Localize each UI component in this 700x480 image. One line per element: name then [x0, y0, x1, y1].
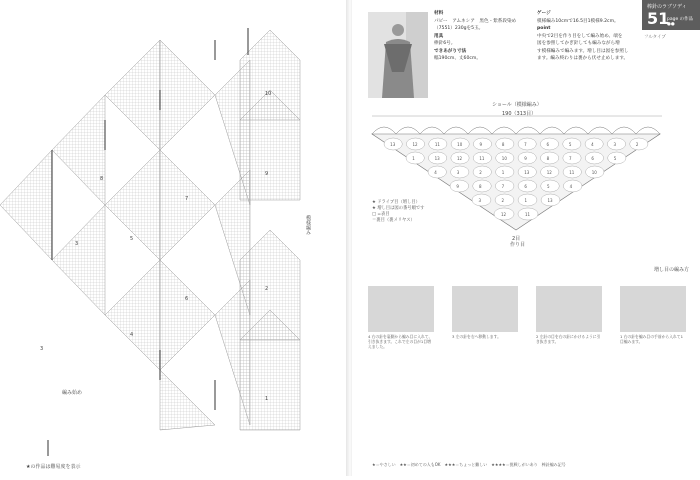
page-header-badge [642, 0, 700, 30]
chart-cell-number: 7 [569, 156, 572, 161]
svg-text:2: 2 [265, 286, 269, 292]
point-line-3: す模様編みで編みます。増し目は図を参照し [537, 48, 629, 54]
materials-block [434, 10, 524, 63]
legend-1: ★ ドライブ目（増し目） [372, 200, 420, 205]
svg-text:1: 1 [265, 396, 269, 402]
chart-cell [585, 138, 603, 150]
chart-cell-number: 9 [524, 156, 527, 161]
chart-cell-number: 13 [390, 142, 396, 147]
chart-cell [472, 194, 491, 206]
chart-cell-number: 13 [547, 198, 553, 203]
chart-cell [518, 138, 536, 150]
chart-cell-number: 1 [412, 156, 415, 161]
gauge-block [537, 10, 632, 63]
chart-cell-number: 2 [635, 142, 639, 147]
chart-cell [450, 180, 469, 192]
scallop-row [372, 127, 660, 134]
chart-cell [518, 152, 536, 164]
footer-left: ★の作品は難易度を表示 [26, 464, 81, 470]
chart-cell [473, 180, 492, 192]
step-caption-4: 4 右の針を裏側から編み目に入れて、引き抜きます。これで左の目が1目増えました。 [368, 334, 433, 349]
chart-cell-number: 1 [524, 198, 528, 203]
chart-cell [518, 194, 537, 206]
point-line-1: 中央で2目を作り目をして編み始め、端を [537, 33, 623, 39]
chart-cell-number: 5 [568, 142, 572, 147]
step-caption-1: 1 右の針を編み目の手前から入れて1目編みます。 [620, 334, 684, 344]
chart-cell [518, 180, 537, 192]
chart-cell-number: 4 [434, 170, 437, 175]
chart-cell-number: 8 [501, 142, 505, 147]
chart-cell-number: 1 [501, 170, 505, 175]
legend-4: ＝裏目（裏メリヤス） [372, 218, 415, 223]
chart-cell [495, 194, 514, 206]
left-page [0, 0, 348, 476]
chart-cell-number: 13 [434, 156, 440, 161]
chart-cell-number: 12 [501, 212, 507, 217]
tools-text: 棒針6号。 [434, 41, 456, 46]
tag-label: フルタイプ [644, 35, 666, 40]
model-photo [368, 12, 428, 98]
chart-cell [428, 166, 447, 178]
chart-cell [473, 138, 491, 150]
chart-cell [563, 180, 582, 192]
svg-text:9: 9 [265, 171, 269, 177]
chart-cell-number: 5 [547, 184, 550, 189]
chart-cell-number: 10 [501, 156, 507, 161]
svg-text:4: 4 [130, 332, 134, 338]
step-photo-1 [620, 286, 686, 332]
materials-line-1: パピー アムネシア 黒色・紫系段染め [434, 18, 517, 24]
chart-cell-number: 8 [479, 184, 482, 189]
svg-text:3: 3 [75, 241, 79, 247]
chart-cell-number: 11 [525, 212, 531, 217]
svg-text:10: 10 [265, 91, 272, 97]
chart-cell [608, 152, 626, 164]
point-line-4: ます。編み終わりは裏から伏せ止めします。 [537, 56, 629, 61]
start-label: 編み始め [62, 390, 83, 396]
svg-text:3: 3 [40, 346, 44, 352]
chart-cell [563, 152, 581, 164]
point-line-2: 図を参照してかぎ針しても編みながら増 [537, 41, 620, 46]
chart-cell [495, 180, 514, 192]
footer-right: ★＝やさしい ★★＝初めての人もOK ★★★＝ちょっと難しい ★★★★＝挑戦しがいあり 棒針編み記号 [372, 462, 566, 467]
chart-cell [585, 152, 603, 164]
materials-heading: 材料 [434, 11, 444, 16]
page-number: 51 [647, 9, 670, 28]
right-page [352, 0, 700, 476]
chart-cell [607, 138, 625, 150]
chart-cell-number: 10 [591, 170, 597, 175]
point-heading: point [537, 26, 551, 31]
chart-cell-number: 12 [457, 156, 463, 161]
step-photo-4 [368, 286, 434, 332]
chart-cell [540, 138, 558, 150]
svg-text:7: 7 [185, 196, 189, 202]
svg-text:5: 5 [130, 236, 134, 242]
chart-legend [372, 200, 424, 224]
svg-text:作り目: 作り目 [510, 242, 526, 248]
gauge-heading: ゲージ [537, 11, 551, 16]
tools-heading: 用具 [434, 33, 444, 39]
step-caption-2: 2 左針の目を右の針にかけるように引き抜きます。 [536, 334, 601, 344]
chart-cell-number: 3 [478, 198, 482, 203]
vertical-label: 模様編み [305, 215, 311, 235]
chart-cell-number: 9 [479, 142, 483, 147]
shawl-diagram [362, 110, 682, 255]
step-photo-3 [452, 286, 518, 332]
gauge-line: 模様編み10cmで16.5目1模様9.2cm。 [537, 18, 619, 24]
chart-cell-number: 5 [613, 156, 617, 161]
chart-cell [496, 138, 514, 150]
chart-cell [540, 152, 558, 164]
chart-cell-number: 6 [546, 142, 550, 147]
chart-cell-number: 7 [501, 184, 505, 189]
size-heading: できあがり寸法 [434, 48, 467, 54]
chart-cell-number: 3 [456, 170, 460, 175]
chart-cell-number: 2 [479, 170, 482, 175]
chart-cell-number: 6 [591, 156, 594, 161]
chart-cell-number: 12 [546, 170, 552, 175]
step-photo-2 [536, 286, 602, 332]
top-width-label: 190（313目） [502, 111, 537, 117]
chart-cell-number: 3 [613, 142, 617, 147]
chart-cell [541, 180, 560, 192]
chart-cell-number: 11 [569, 170, 575, 175]
chart-cell-number: 11 [434, 142, 440, 147]
chart-cell-number: 2 [501, 198, 505, 203]
chart-cell [451, 166, 470, 178]
chart-cell-number: 10 [457, 142, 463, 147]
bottom-note: 2目 [512, 236, 521, 242]
chart-cell [630, 138, 648, 150]
shawl-title: ショール（模様編み） [492, 102, 542, 108]
chart-pattern [0, 30, 300, 430]
chart-cell-number: 9 [456, 184, 459, 189]
chart-cell [563, 138, 581, 150]
legend-2: ★ 増し目は図の番号順です [372, 206, 425, 211]
legend-3: □ =表目 [372, 212, 390, 217]
chart-cell-number: 12 [412, 142, 418, 147]
chart-cell-number: 8 [546, 156, 550, 161]
step-caption-3: 3 左の針を右へ移動します。 [452, 334, 501, 339]
header-top-label: 棒針のラブソディ [647, 4, 687, 10]
chart-cell-number: 4 [569, 184, 573, 189]
svg-text:6: 6 [185, 296, 189, 302]
chart-cell-number: 13 [524, 170, 530, 175]
chart-cell [406, 152, 424, 164]
chart-cell-number: 4 [591, 142, 594, 147]
knitting-chart-left [0, 0, 348, 476]
materials-line-2: （7551）230gを5玉。 [434, 26, 484, 31]
header-page-label: page の作品 ●● [667, 17, 694, 27]
chart-cell-number: 7 [524, 142, 527, 147]
svg-text:8: 8 [100, 176, 104, 182]
how-to-title: 増し目の編み方 [654, 267, 690, 273]
chart-cell-number: 6 [524, 184, 527, 189]
size-text: 幅190cm、丈60cm。 [434, 56, 481, 61]
chart-cell-number: 11 [479, 156, 485, 161]
chart-cell [496, 166, 515, 178]
chart-cell [473, 166, 492, 178]
